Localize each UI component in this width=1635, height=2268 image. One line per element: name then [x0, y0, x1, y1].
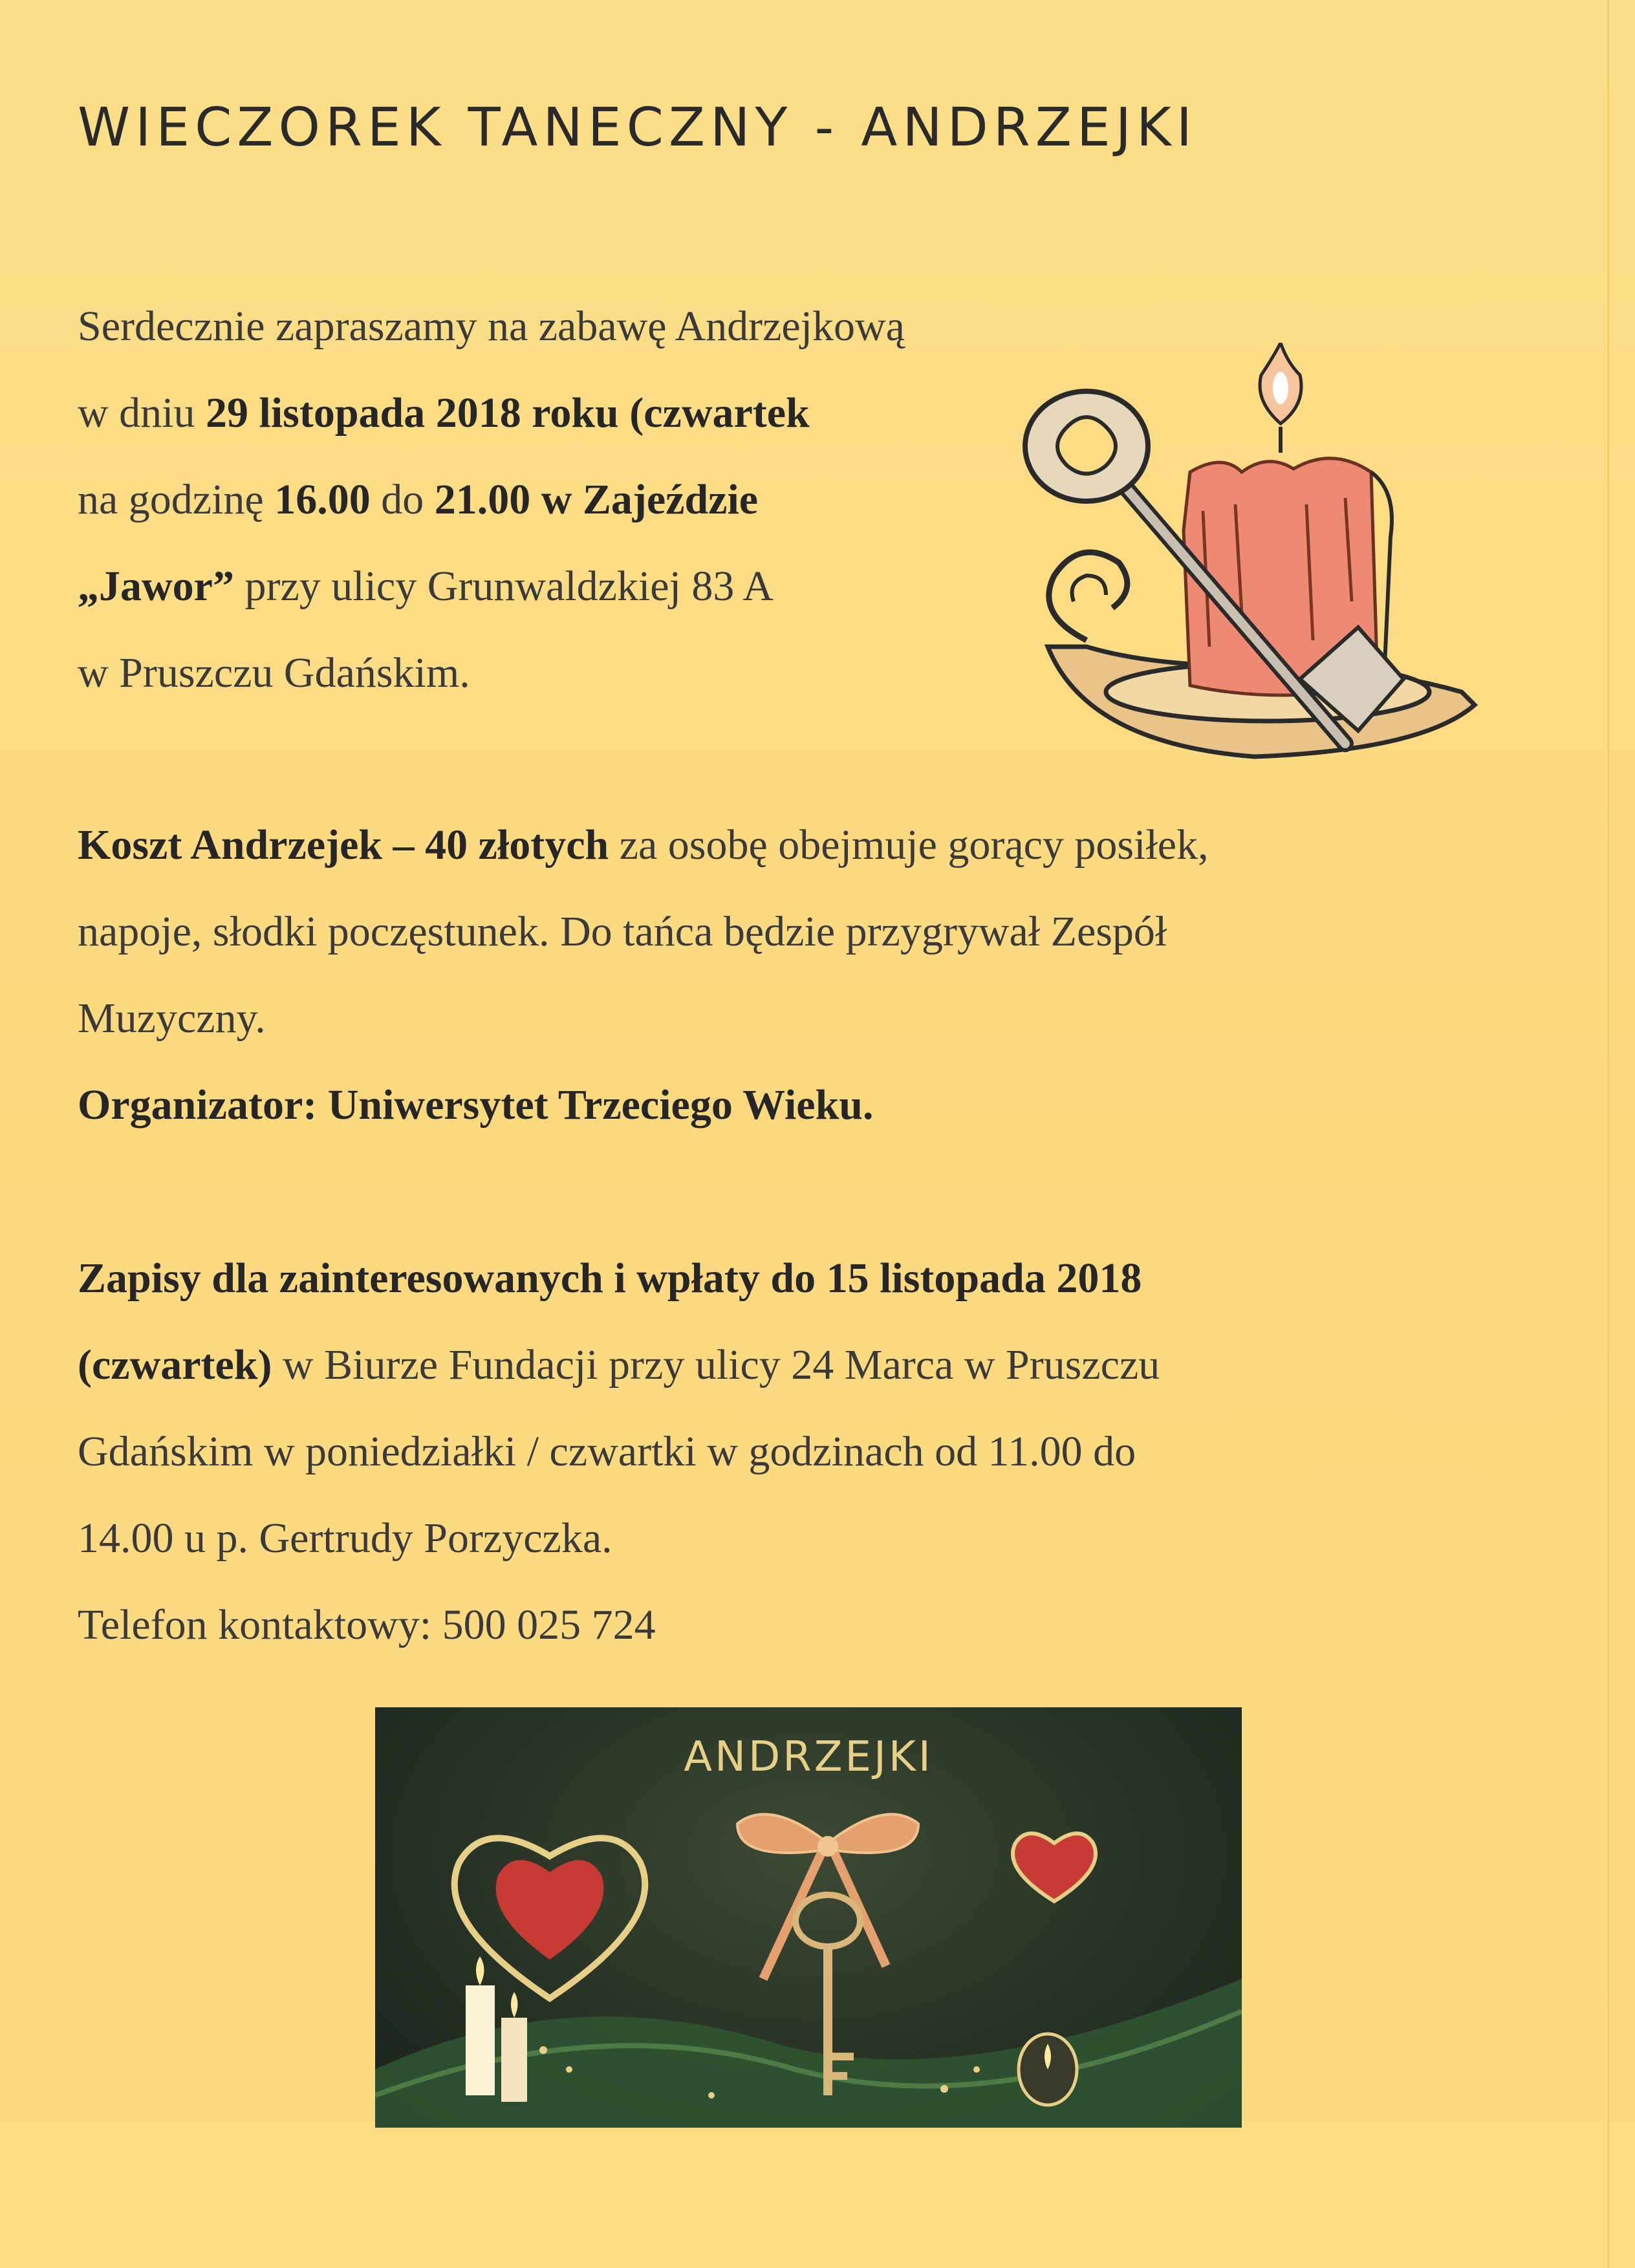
venue-intro: w Zajeździe [530, 476, 759, 523]
invitation-paragraph [78, 283, 905, 717]
poster-title: WIECZOREK TANECZNY - ANDRZEJKI [78, 97, 1197, 158]
cost-paragraph [78, 802, 1209, 1149]
small-heart-icon [1013, 1833, 1096, 1901]
signup-line-2 [78, 1322, 1160, 1409]
cost-line-3: Muzyczny. [78, 995, 266, 1042]
signup-weekday: (czwartek) [78, 1341, 272, 1388]
cost-line-1 [78, 802, 1209, 889]
signup-paragraph [78, 1235, 1160, 1669]
cost-text: za osobę obejmuje gorący posiłek, [609, 821, 1209, 869]
invite-line-4 [78, 543, 905, 630]
invite-text: na godzinę [78, 476, 275, 523]
cost-line-2: napoje, słodki poczęstunek. Do tańca będzie przygrywał Zespół [78, 908, 1167, 955]
invite-line-3 [78, 457, 905, 543]
candle-key-illustration [1009, 343, 1500, 808]
key-icon [796, 1895, 860, 1947]
andrzejki-card-image [375, 1707, 1242, 2128]
candle-icon [466, 1985, 495, 2095]
organizer-text: Organizator: Uniwersytet Trzeciego Wieku. [78, 1081, 874, 1129]
invite-line-1: Serdecznie zapraszamy na zabawę Andrzejkową [78, 303, 905, 350]
card-title: ANDRZEJKI [684, 1733, 933, 1781]
end-time: 21.00 [434, 476, 531, 523]
invite-text: w dniu [78, 389, 206, 437]
signup-deadline: Zapisy dla zainteresowanych i wpłaty do 15 listopada 2018 [78, 1255, 1142, 1302]
organizer [78, 1062, 1209, 1149]
heart-icon [496, 1860, 604, 1960]
venue-address: przy ulicy Grunwaldzkiej 83 A [233, 563, 774, 610]
event-weekday: (czwartek [618, 389, 810, 437]
bow-icon [737, 1814, 828, 1853]
paper-edge [1607, 0, 1609, 2268]
signup-line-3: Gdańskim w poniedziałki / czwartki w godzinach od 11.00 do [78, 1428, 1136, 1475]
invite-line-5: w Pruszczu Gdańskim. [78, 649, 470, 697]
signup-location: w Biurze Fundacji przy ulicy 24 Marca w Pruszczu [272, 1341, 1160, 1388]
venue-name: „Jawor” [78, 563, 234, 610]
invite-line-2 [78, 370, 905, 457]
signup-line-4: 14.00 u p. Gertrudy Porzyczka. [78, 1515, 612, 1562]
contact-phone: Telefon kontaktowy: 500 025 724 [78, 1601, 656, 1648]
event-date: 29 listopada 2018 roku [206, 389, 619, 437]
start-time: 16.00 [274, 476, 371, 523]
cost-amount: Koszt Andrzejek – 40 złotych [78, 821, 609, 869]
invite-text: do [370, 476, 435, 523]
signup-line-1 [78, 1235, 1160, 1322]
